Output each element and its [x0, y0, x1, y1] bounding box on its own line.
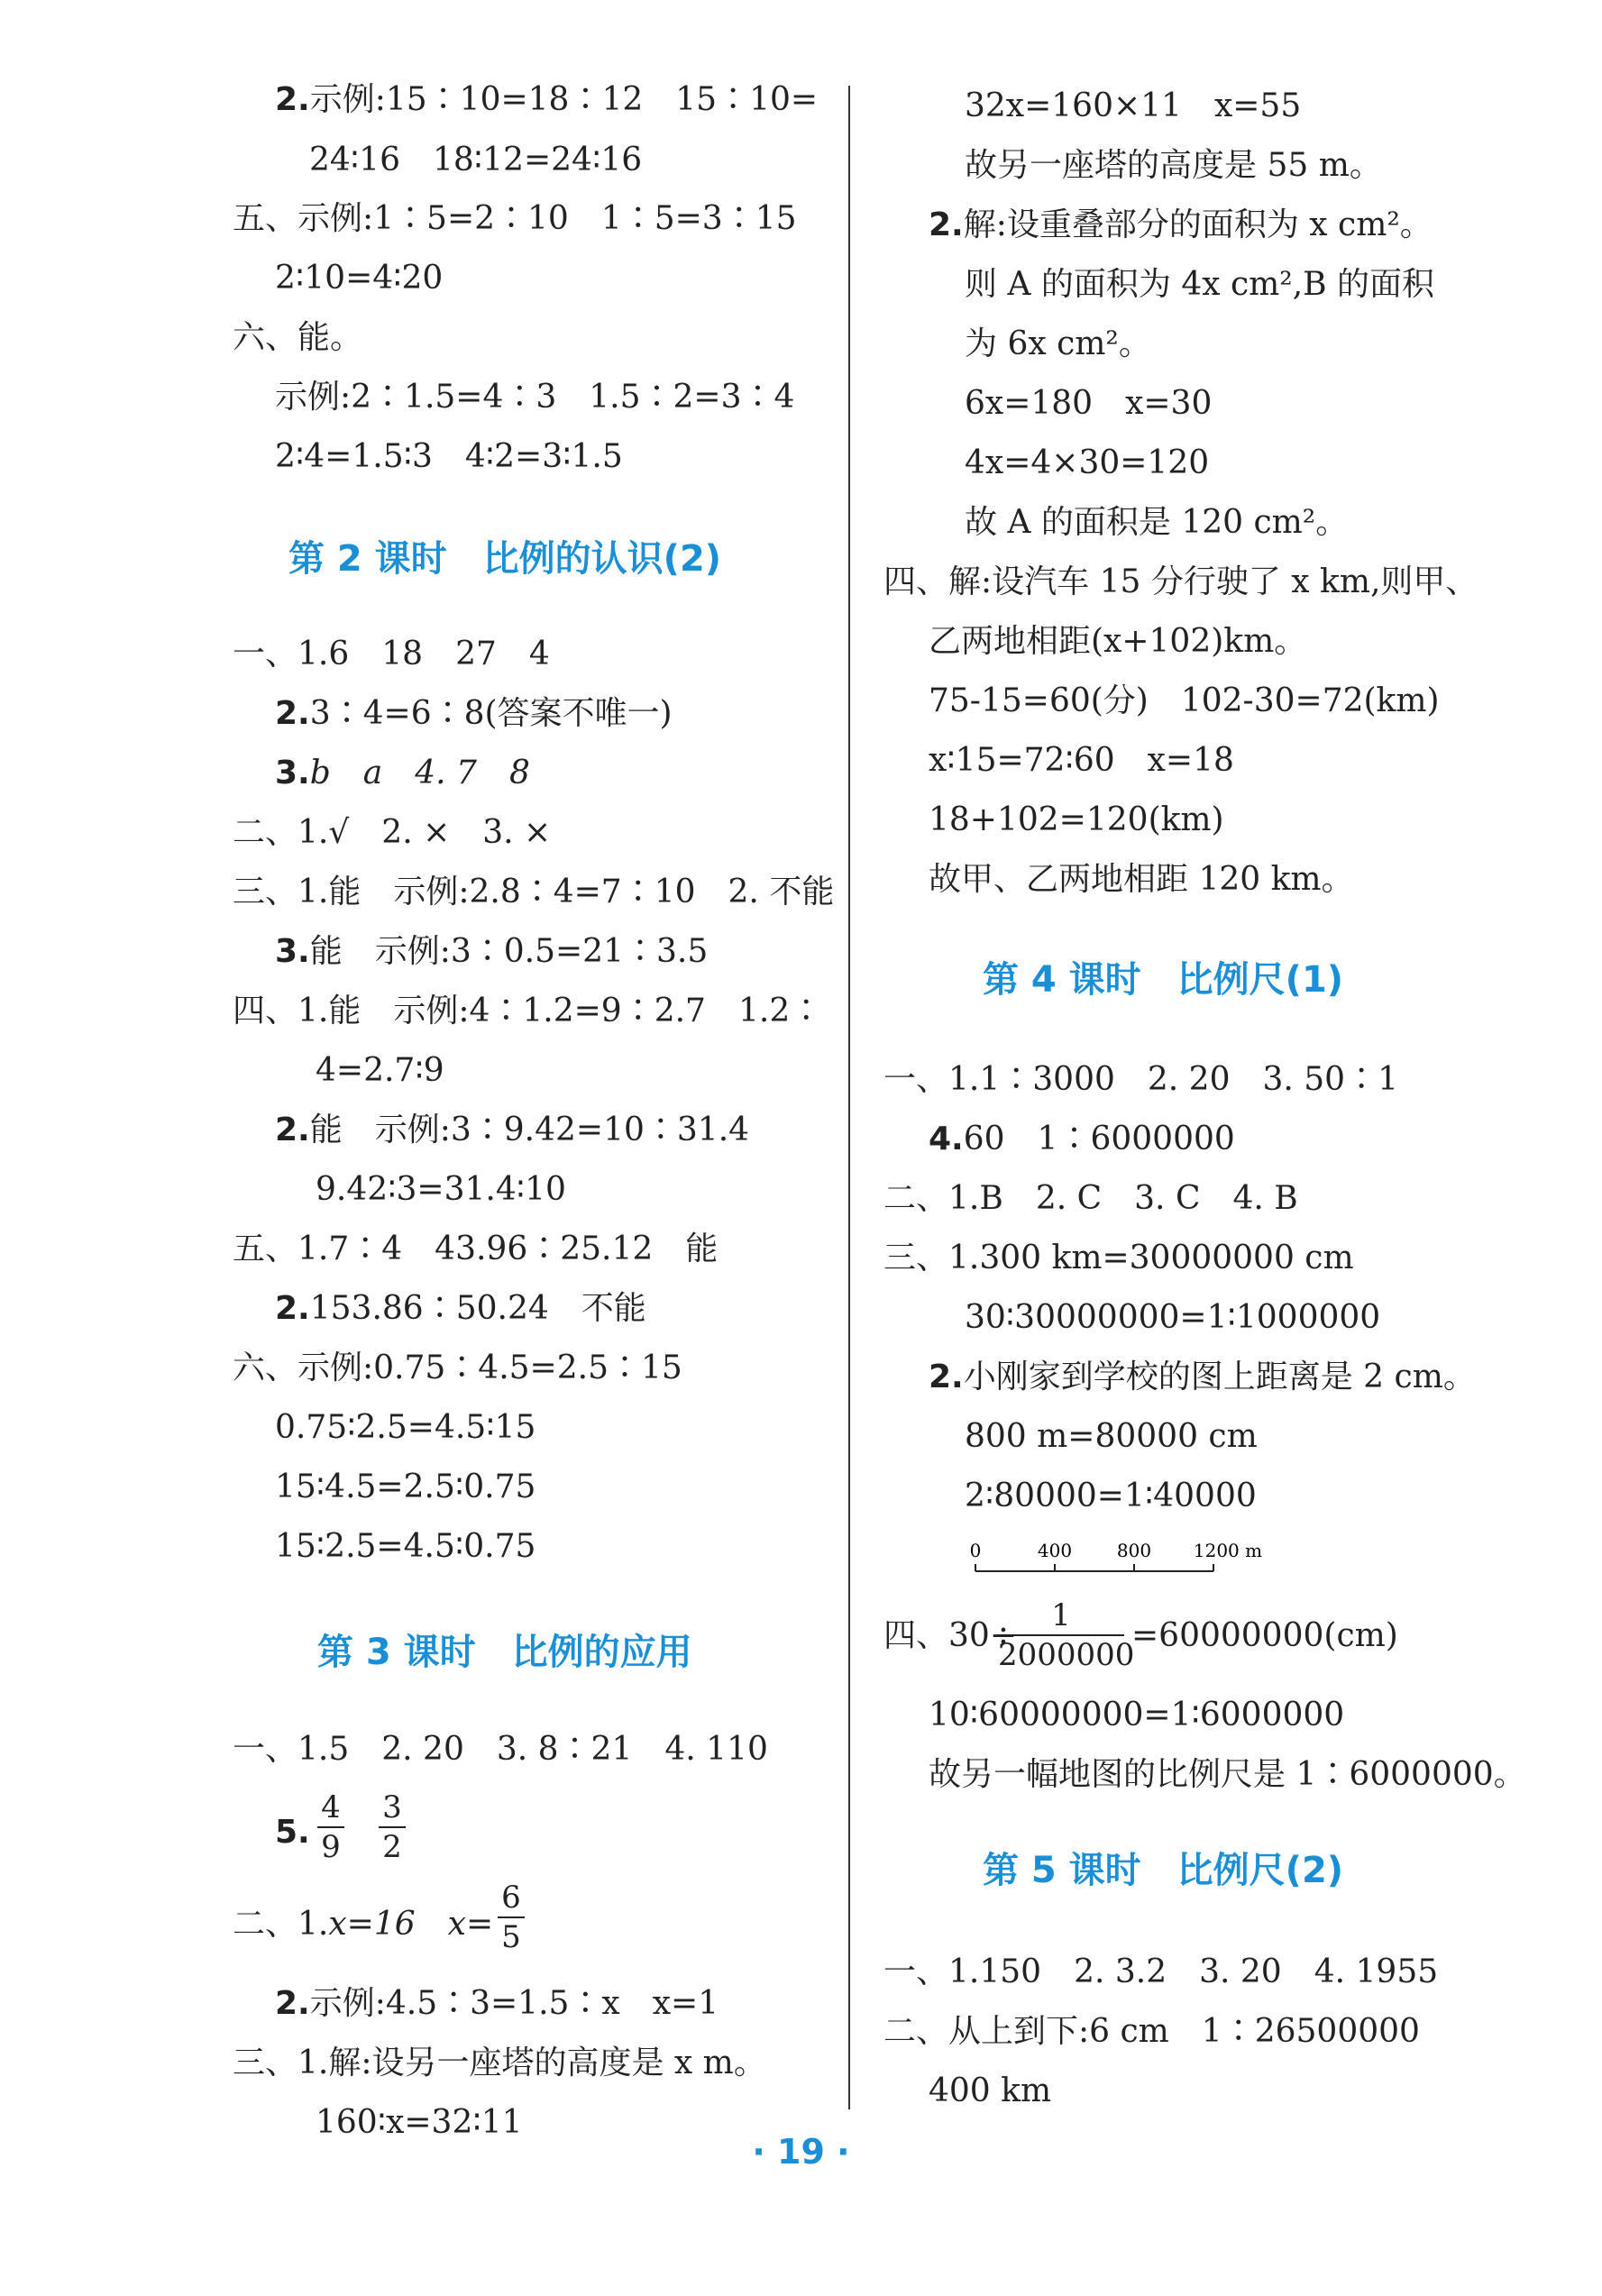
answer-line: 三、1.300 km=30000000 cm [883, 1239, 1354, 1276]
lesson-heading-5: 第 5 课时 比例尺(2) [983, 1850, 1344, 1891]
scale-bar [965, 1537, 1263, 1587]
fraction: 3 2 [379, 1789, 406, 1865]
answer-line: 则 A 的面积为 4x cm²,B 的面积 [965, 266, 1435, 303]
page-number: · 19 · [752, 2132, 850, 2172]
answer-line: 3.b a 4. 7 8 [275, 755, 530, 791]
answer-line: 三、1.解:设另一座塔的高度是 x m。 [233, 2044, 766, 2081]
fraction: 4 9 [317, 1789, 344, 1865]
lesson-heading-4: 第 4 课时 比例尺(1) [983, 959, 1344, 1001]
answer-line: 故甲、乙两地相距 120 km。 [929, 861, 1354, 898]
answer-line: 2∶10=4∶20 [275, 260, 444, 297]
answer-line: 故另一幅地图的比例尺是 1∶6000000。 [929, 1756, 1526, 1793]
answer-line: 示例:2∶1.5=4∶3 1.5∶2=3∶4 [275, 379, 795, 416]
answer-line: 4=2.7∶9 [316, 1052, 444, 1089]
answer-line: 2.小刚家到学校的图上距离是 2 cm。 [929, 1358, 1476, 1395]
answer-line: 2.能 示例:3∶9.42=10∶31.4 [275, 1111, 750, 1148]
answer-line: 五、1.7∶4 43.96∶25.12 能 [233, 1230, 719, 1267]
answer-line: 32x=160×11 x=55 [965, 87, 1302, 124]
answer-line: 一、1.6 18 27 4 [233, 636, 550, 672]
answer-line: 6x=180 x=30 [965, 385, 1213, 422]
answer-line: 为 6x cm²。 [965, 325, 1151, 362]
scale-label: 0 [969, 1540, 982, 1561]
answer-line: 四、解:设汽车 15 分行驶了 x km,则甲、 [883, 563, 1478, 600]
answer-line: 30∶30000000=1∶1000000 [965, 1299, 1381, 1336]
answer-line: 四、1.能 示例:4∶1.2=9∶2.7 1.2∶ [233, 992, 823, 1029]
answer-line: 2.示例:15∶10=18∶12 15∶10= [275, 81, 819, 118]
answer-line: 一、1.5 2. 20 3. 8∶21 4. 110 [233, 1731, 768, 1768]
answer-line: 4.60 1∶6000000 [929, 1121, 1235, 1157]
answer-line: 四、30÷ [883, 1617, 1017, 1654]
answer-line: 六、示例:0.75∶4.5=2.5∶15 [233, 1349, 682, 1386]
answer-line: 二、从上到下:6 cm 1∶26500000 [883, 2013, 1420, 2050]
answer-line: 2.示例:4.5∶3=1.5∶x x=1 [275, 1985, 719, 2022]
answer-line: 故 A 的面积是 120 cm²。 [965, 504, 1349, 541]
answer-line: 三、1.能 示例:2.8∶4=7∶10 2. 不能 [233, 874, 835, 910]
answer-line: 75-15=60(分) 102-30=72(km) [929, 682, 1440, 719]
answer-line: 3.能 示例:3∶0.5=21∶3.5 [275, 933, 709, 970]
answer-line: 二、1.B 2. C 3. C 4. B [883, 1180, 1298, 1217]
fraction: 6 5 [498, 1880, 525, 1955]
fraction: 1 2000000 [998, 1597, 1135, 1673]
scale-label: 800 [1116, 1540, 1152, 1561]
answer-line: 24∶16 18∶12=24∶16 [309, 142, 643, 178]
answer-line: 2.解:设重叠部分的面积为 x cm²。 [929, 206, 1433, 243]
answer-line: 9.42∶3=31.4∶10 [316, 1171, 566, 1208]
answer-line: 乙两地相距(x+102)km。 [929, 623, 1307, 660]
answer-line: 2∶80000=1∶40000 [965, 1477, 1257, 1514]
answer-line: 故另一座塔的高度是 55 m。 [965, 147, 1382, 184]
answer-line: 六、能。 [233, 319, 363, 356]
answer-line: 二、1.x=16 x= [233, 1906, 494, 1943]
answer-line: 0.75∶2.5=4.5∶15 [275, 1409, 536, 1446]
answer-line: 一、1.1∶3000 2. 20 3. 50∶1 [883, 1061, 1398, 1098]
answer-line: 二、1.√ 2. × 3. × [233, 814, 552, 851]
answer-line: 5. [275, 1814, 310, 1851]
answer-line: 800 m=80000 cm [965, 1418, 1258, 1455]
answer-line: 一、1.150 2. 3.2 3. 20 4. 1955 [883, 1953, 1439, 1990]
answer-line: 2.153.86∶50.24 不能 [275, 1290, 646, 1327]
answer-line: x∶15=72∶60 x=18 [929, 742, 1234, 779]
answer-line: 400 km [929, 2072, 1052, 2109]
answer-line: 160∶x=32∶11 [316, 2104, 523, 2141]
scale-label: 400 [1037, 1540, 1073, 1561]
column-divider [848, 86, 850, 2109]
answer-line: 2.3∶4=6∶8(答案不唯一) [275, 695, 673, 732]
answer-line: 五、示例:1∶5=2∶10 1∶5=3∶15 [233, 200, 797, 237]
answer-line: =60000000(cm) [1131, 1617, 1398, 1654]
lesson-heading-3: 第 3 课时 比例的应用 [317, 1632, 692, 1673]
answer-line: 4x=4×30=120 [965, 444, 1210, 481]
answer-line: 10∶60000000=1∶6000000 [929, 1697, 1345, 1733]
answer-line: 15∶2.5=4.5∶0.75 [275, 1528, 536, 1565]
lesson-heading-2: 第 2 课时 比例的认识(2) [288, 538, 722, 580]
answer-line: 2∶4=1.5∶3 4∶2=3∶1.5 [275, 438, 623, 475]
answer-line: 15∶4.5=2.5∶0.75 [275, 1468, 536, 1505]
answer-line: 18+102=120(km) [929, 801, 1224, 838]
scale-label: 1200 m [1193, 1540, 1263, 1561]
